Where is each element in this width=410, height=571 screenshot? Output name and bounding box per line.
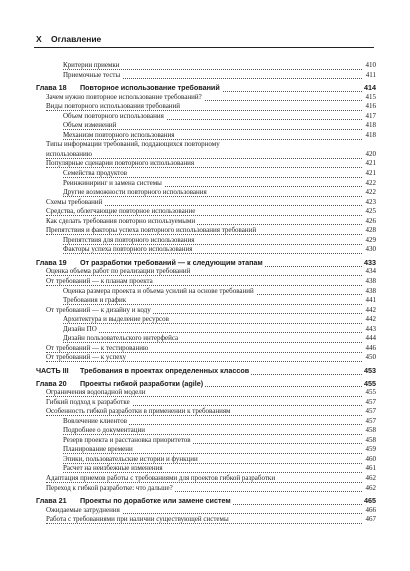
page-number: 418 [365, 130, 376, 139]
entry-title: Виды повторного использования требований [46, 102, 181, 111]
entry-title: Зачем нужно повторное использование требований? [46, 92, 202, 101]
page-number: 442 [365, 315, 376, 324]
page-number: 461 [365, 464, 376, 473]
entry-title: Требования в проектах определенных классов [80, 365, 250, 375]
toc-entry [36, 445, 376, 455]
page-number: 429 [365, 235, 376, 244]
toc-entry [36, 484, 376, 494]
entry-title: Эпики, пользовательские истории и функции [63, 454, 198, 463]
entry-title: Типы информации требований, поддающихся повторному [46, 140, 220, 149]
page-number: 415 [365, 92, 376, 101]
header-title: Оглавление [51, 34, 102, 44]
page-header [34, 33, 374, 48]
entry-title: От требований — к планам проекта [46, 277, 153, 286]
entry-title: От требований — к успеху [46, 353, 126, 362]
entry-title: Переход к гибкой разработке: что дальше? [46, 483, 173, 492]
chapter-label: Глава 18 [36, 83, 67, 93]
page-number: 443 [365, 324, 376, 333]
toc-entry [36, 287, 376, 297]
header-section-number: X [36, 34, 42, 44]
toc-entry [36, 236, 376, 246]
chapter-entry [36, 258, 376, 268]
entry-title: Расчет на неизбежные изменения [63, 464, 163, 473]
toc-entry [36, 474, 376, 484]
toc-entry [36, 150, 376, 160]
toc-entry [36, 388, 376, 398]
page-number: 421 [365, 159, 376, 168]
page-number: 457 [365, 397, 376, 406]
toc-entry [36, 226, 376, 236]
toc-entry [36, 217, 376, 227]
entry-title: Механизм повторного использования [63, 130, 175, 139]
page-number: 442 [365, 305, 376, 314]
entry-title: Архитектура и выделение ресурсов [63, 315, 169, 324]
entry-title: Факторы успеха повторного использования [63, 245, 193, 254]
entry-title: Резерв проекта и расстановка приоритетов [63, 435, 191, 444]
entry-title: От требований — к дизайну и коду [46, 305, 151, 314]
chapter-label: Глава 20 [36, 378, 67, 388]
page-number: 446 [365, 343, 376, 352]
page-number: 458 [365, 426, 376, 435]
entry-title: Дизайн пользовательского интерфейса [63, 334, 179, 343]
toc-entry [36, 334, 376, 344]
entry-title: Объем повторного использования [63, 111, 164, 120]
toc-entry [36, 267, 376, 277]
page-number: 438 [365, 277, 376, 286]
dot-leader [63, 331, 362, 333]
entry-title: Критерии приемки [63, 61, 120, 69]
part-entry [36, 366, 376, 376]
page-number: 455 [364, 378, 376, 388]
page-number: 430 [365, 245, 376, 254]
page-number: 428 [365, 226, 376, 235]
entry-title: Повторное использование требований [80, 83, 220, 93]
part-label: ЧАСТЬ III [36, 365, 69, 375]
page-number: 414 [364, 83, 376, 93]
entry-title: Реинжиниринг и замена системы [63, 178, 162, 187]
entry-title: Ожидаемые затруднения [46, 505, 120, 514]
chapter-entry [36, 379, 376, 389]
page-number: 465 [364, 496, 376, 506]
chapter-entry [36, 496, 376, 506]
entry-title: Популярные сценарии повторного использования [46, 159, 195, 168]
entry-title: Проекты по доработке или замене систем [80, 496, 231, 506]
page-number: 426 [365, 216, 376, 225]
page-number: 457 [365, 416, 376, 425]
toc-entry [36, 506, 376, 516]
entry-title: Гибкий подход к разработке [46, 397, 130, 406]
page-number: 425 [365, 207, 376, 216]
toc-entry [36, 121, 376, 131]
page-number: 422 [365, 178, 376, 187]
page-number: 459 [365, 445, 376, 454]
page-number: 462 [365, 483, 376, 492]
entry-title: Как сделать требования повторно используемыми [46, 216, 196, 225]
page-number: 410 [365, 61, 376, 69]
toc-entry [36, 61, 376, 71]
entry-title: Оценка объема работ по реализации требований [46, 267, 191, 276]
toc-entry [36, 515, 376, 525]
toc-entry [36, 102, 376, 112]
entry-title: Работа с требованиями при наличии существующей системы [46, 515, 229, 524]
table-of-contents [36, 61, 376, 525]
toc-entry [36, 455, 376, 465]
toc-entry [36, 436, 376, 446]
entry-title: Приемочные тесты [63, 70, 121, 79]
toc-entry [36, 179, 376, 189]
page-number: 441 [365, 296, 376, 305]
entry-title: Особенность гибкой разработки в применении к требованиям [46, 407, 231, 416]
entry-title: Препятствия и факторы успеха повторного использования требований [46, 226, 257, 235]
toc-entry [36, 131, 376, 141]
page-number: 450 [365, 353, 376, 362]
toc-entry [36, 426, 376, 436]
page-number: 467 [365, 515, 376, 524]
chapter-entry [36, 83, 376, 93]
toc-entry [36, 296, 376, 306]
page-number: 466 [365, 505, 376, 514]
page-number: 416 [365, 102, 376, 111]
entry-title: Другие возможности повторного использования [63, 188, 207, 197]
toc-entry [36, 169, 376, 179]
toc-entry [36, 464, 376, 474]
toc-entry [36, 93, 376, 103]
entry-title: Средства, облегчающие повторное использование [46, 207, 196, 216]
page-number: 460 [365, 454, 376, 463]
entry-title: Объем изменений [63, 121, 117, 130]
page-number: 434 [365, 267, 376, 276]
page-number: 455 [365, 388, 376, 397]
page-number: 418 [365, 121, 376, 130]
page-number: 438 [365, 286, 376, 295]
entry-title: Адаптация приемов работы с требованиями для проектов гибкой разработки [46, 473, 276, 482]
page-number: 421 [365, 169, 376, 178]
page-number: 422 [365, 188, 376, 197]
page-number: 420 [365, 149, 376, 158]
chapter-label: Глава 19 [36, 257, 67, 267]
entry-title: От требований — к тестированию [46, 343, 149, 352]
page-number: 462 [365, 473, 376, 482]
entry-title: Дизайн ПО [63, 324, 97, 333]
entry-title: Оценка размера проекта и объема усилий на основе требований [63, 286, 254, 295]
page-number: 433 [364, 257, 376, 267]
entry-title: От разработки требований — к следующим этапам [80, 257, 263, 267]
toc-entry [36, 198, 376, 208]
toc-entry [36, 325, 376, 335]
page-number: 453 [364, 365, 376, 375]
toc-entry [36, 188, 376, 198]
toc-entry [36, 277, 376, 287]
toc-entry [36, 407, 376, 417]
entry-title: Подробнее о документации [63, 426, 145, 435]
page-number: 423 [365, 197, 376, 206]
toc-entry [36, 71, 376, 81]
entry-title: Препятствия для повторного использования [63, 235, 195, 244]
entry-title: Проекты гибкой разработки (agile) [80, 378, 204, 388]
toc-entry [36, 207, 376, 217]
toc-entry [36, 353, 376, 363]
entry-title: Ограничения водопадной модели [46, 388, 146, 397]
toc-entry [36, 398, 376, 408]
toc-entry [36, 159, 376, 169]
entry-title: Семейства продуктов [63, 169, 128, 178]
entry-title: Планирование времени [63, 445, 133, 454]
entry-title: Схемы требований [46, 197, 103, 206]
toc-entry [36, 315, 376, 325]
toc-entry [36, 112, 376, 122]
entry-title: Требования и график [63, 296, 127, 305]
page-number: 444 [365, 334, 376, 343]
toc-entry [36, 417, 376, 427]
page-number: 458 [365, 435, 376, 444]
entry-title: Вовлечение клиентов [63, 416, 128, 425]
entry-title: использованию [46, 149, 92, 158]
toc-entry [36, 140, 376, 150]
page-number: 457 [365, 407, 376, 416]
toc-entry [36, 344, 376, 354]
page-number: 417 [365, 111, 376, 120]
chapter-label: Глава 21 [36, 496, 67, 506]
toc-entry [36, 245, 376, 255]
page-number: 411 [365, 70, 376, 79]
toc-entry [36, 306, 376, 316]
